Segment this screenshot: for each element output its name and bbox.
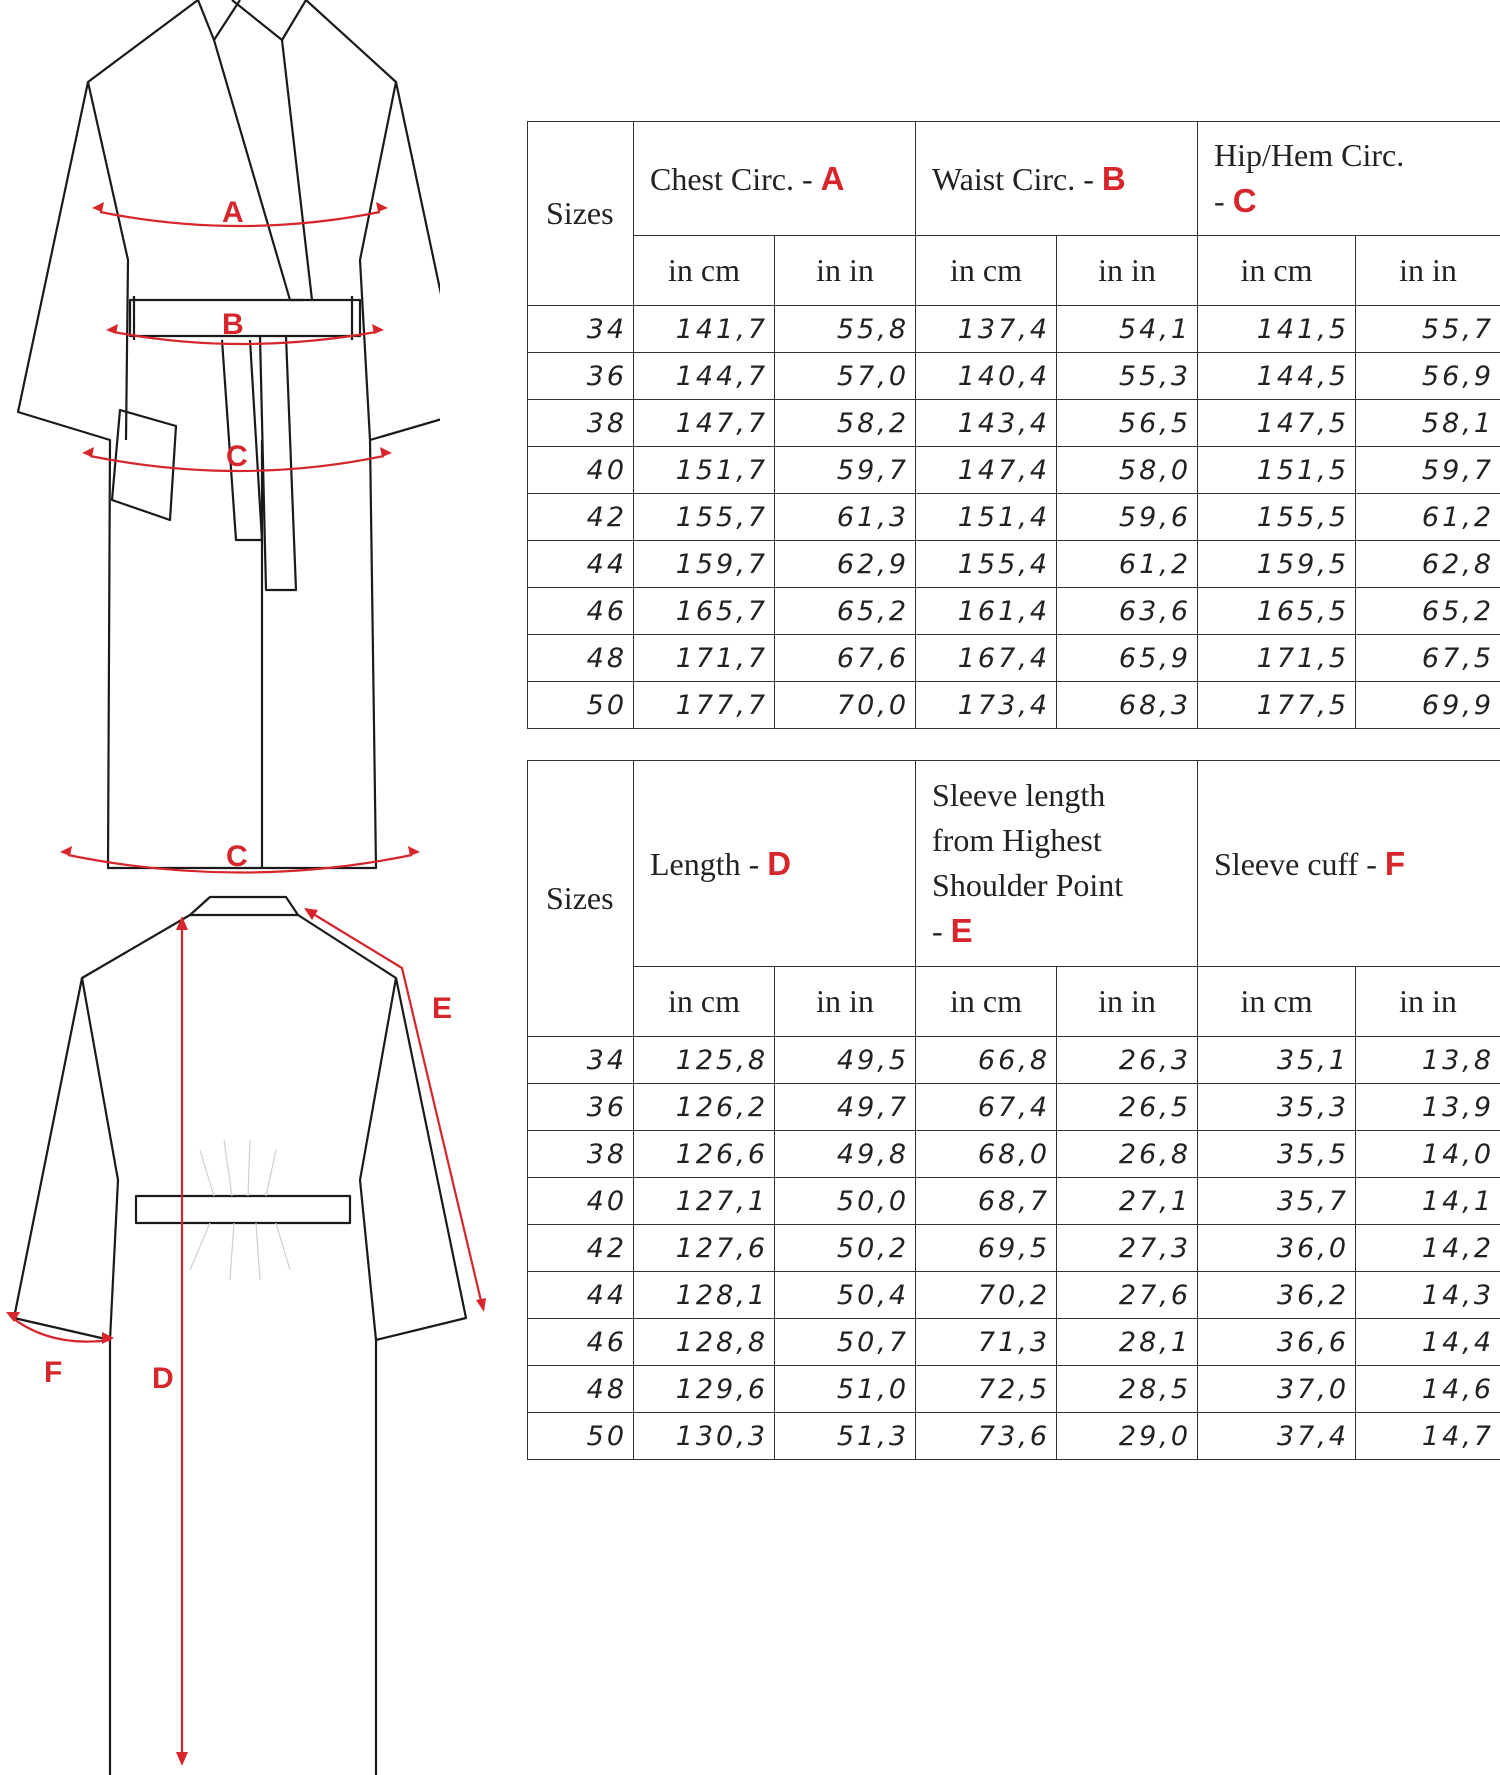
measurement-cell: 70,0 — [775, 682, 916, 729]
measurement-cell: 49,7 — [775, 1084, 916, 1131]
measurement-cell: 73,6 — [916, 1413, 1057, 1460]
measurement-cell: 127,1 — [634, 1178, 775, 1225]
measurement-cell: 143,4 — [916, 400, 1057, 447]
measurement-cell: 128,1 — [634, 1272, 775, 1319]
unit-header: in cm — [1198, 236, 1356, 306]
measurement-cell: 66,8 — [916, 1037, 1057, 1084]
table-row — [528, 1037, 1500, 1084]
measurement-cell: 36,0 — [1198, 1225, 1356, 1272]
measurement-cell: 28,5 — [1057, 1366, 1198, 1413]
robe-front-outline — [18, 0, 440, 868]
measurement-cell: 27,6 — [1057, 1272, 1198, 1319]
table-row — [528, 588, 1500, 635]
length-label: Length - — [650, 845, 768, 882]
table-row — [528, 447, 1500, 494]
robe-back-diagram — [0, 885, 500, 1775]
measurement-cell: 126,2 — [634, 1084, 775, 1131]
measurement-cell: 54,1 — [1057, 306, 1198, 353]
hip-hem-circ-label: Hip/Hem Circ. - — [1214, 137, 1405, 219]
sleeve-length-letter: E — [950, 912, 973, 949]
measurement-cell: 144,7 — [634, 353, 775, 400]
label-a-chest: A — [222, 196, 244, 229]
measurement-cell: 151,5 — [1198, 447, 1356, 494]
measurement-cell: 140,4 — [916, 353, 1057, 400]
unit-header: in cm — [916, 967, 1057, 1037]
measurement-cell: 27,1 — [1057, 1178, 1198, 1225]
hip-hem-circ-letter: C — [1232, 182, 1257, 219]
table-row — [528, 1272, 1500, 1319]
size-cell: 40 — [528, 1178, 634, 1225]
measurement-cell: 67,5 — [1356, 635, 1500, 682]
measurement-cell: 59,6 — [1057, 494, 1198, 541]
measurement-cell: 27,3 — [1057, 1225, 1198, 1272]
table-row — [528, 400, 1500, 447]
length-header — [634, 761, 916, 967]
measurement-cell: 177,5 — [1198, 682, 1356, 729]
measurement-cell: 69,5 — [916, 1225, 1057, 1272]
measurement-cell: 36,2 — [1198, 1272, 1356, 1319]
chest-circ-letter: A — [820, 159, 845, 197]
measurement-cell: 57,0 — [775, 353, 916, 400]
measurement-cell: 151,7 — [634, 447, 775, 494]
measurement-cell: 14,4 — [1356, 1319, 1500, 1366]
back-measure-arrows — [6, 908, 486, 1766]
waist-circ-label: Waist Circ. - — [932, 160, 1102, 197]
hip-hem-circ-header — [1198, 122, 1500, 236]
measurement-cell: 177,7 — [634, 682, 775, 729]
measurement-cell: 141,5 — [1198, 306, 1356, 353]
measurement-cell: 55,3 — [1057, 353, 1198, 400]
measurement-cell: 14,6 — [1356, 1366, 1500, 1413]
unit-header: in in — [775, 236, 916, 306]
measurement-cell: 58,1 — [1356, 400, 1500, 447]
measurement-cell: 147,5 — [1198, 400, 1356, 447]
measurement-cell: 35,5 — [1198, 1131, 1356, 1178]
measurement-cell: 55,7 — [1356, 306, 1500, 353]
size-cell: 38 — [528, 400, 634, 447]
chest-circ-header — [634, 122, 916, 236]
measurement-cell: 49,5 — [775, 1037, 916, 1084]
table-row — [528, 682, 1500, 729]
measurement-cell: 59,7 — [1356, 447, 1500, 494]
measurement-cell: 68,0 — [916, 1131, 1057, 1178]
measurement-cell: 126,6 — [634, 1131, 775, 1178]
unit-header: in cm — [1198, 967, 1356, 1037]
measurement-cell: 147,7 — [634, 400, 775, 447]
measurement-cell: 35,1 — [1198, 1037, 1356, 1084]
measurement-cell: 155,4 — [916, 541, 1057, 588]
measurement-cell: 147,4 — [916, 447, 1057, 494]
measurement-cell: 37,0 — [1198, 1366, 1356, 1413]
measurement-cell: 71,3 — [916, 1319, 1057, 1366]
label-d-length: D — [152, 1362, 174, 1395]
measurement-cell: 69,9 — [1356, 682, 1500, 729]
measurement-cell: 67,6 — [775, 635, 916, 682]
measurement-cell: 26,3 — [1057, 1037, 1198, 1084]
measurement-cell: 26,8 — [1057, 1131, 1198, 1178]
measurement-cell: 14,2 — [1356, 1225, 1500, 1272]
measurement-cell: 29,0 — [1057, 1413, 1198, 1460]
measurement-cell: 159,7 — [634, 541, 775, 588]
size-cell: 50 — [528, 682, 634, 729]
measurement-cell: 125,8 — [634, 1037, 775, 1084]
table-row — [528, 1319, 1500, 1366]
back-measure-lines — [10, 912, 482, 1760]
measurement-cell: 26,5 — [1057, 1084, 1198, 1131]
measurement-cell: 65,2 — [775, 588, 916, 635]
measurement-cell: 165,7 — [634, 588, 775, 635]
length-size-table — [527, 760, 1500, 1460]
sleeve-cuff-label: Sleeve cuff - — [1214, 845, 1385, 882]
size-cell: 46 — [528, 1319, 634, 1366]
measurement-cell: 51,3 — [775, 1413, 916, 1460]
measurement-cell: 137,4 — [916, 306, 1057, 353]
circumference-table-body — [528, 306, 1500, 729]
measurement-cell: 161,4 — [916, 588, 1057, 635]
table-row — [528, 1131, 1500, 1178]
size-cell: 44 — [528, 541, 634, 588]
label-c-hip: C — [226, 440, 248, 473]
size-cell: 34 — [528, 306, 634, 353]
table-row — [528, 1366, 1500, 1413]
table-row — [528, 1413, 1500, 1460]
size-cell: 36 — [528, 1084, 634, 1131]
length-letter: D — [767, 844, 792, 882]
measurement-cell: 128,8 — [634, 1319, 775, 1366]
unit-header: in cm — [916, 236, 1057, 306]
measurement-cell: 56,5 — [1057, 400, 1198, 447]
size-cell: 42 — [528, 494, 634, 541]
measurement-cell: 61,2 — [1356, 494, 1500, 541]
measurement-cell: 13,8 — [1356, 1037, 1500, 1084]
measurement-cell: 167,4 — [916, 635, 1057, 682]
back-gather-marks — [190, 1140, 290, 1280]
sleeve-length-label: Sleeve length from Highest Shoulder Point - — [932, 777, 1124, 949]
measurement-cell: 130,3 — [634, 1413, 775, 1460]
measurement-cell: 61,2 — [1057, 541, 1198, 588]
measurement-cell: 127,6 — [634, 1225, 775, 1272]
measurement-cell: 58,0 — [1057, 447, 1198, 494]
measurement-cell: 13,9 — [1356, 1084, 1500, 1131]
size-cell: 34 — [528, 1037, 634, 1084]
measurement-cell: 14,1 — [1356, 1178, 1500, 1225]
measurement-cell: 141,7 — [634, 306, 775, 353]
measurement-cell: 129,6 — [634, 1366, 775, 1413]
measurement-cell: 35,3 — [1198, 1084, 1356, 1131]
measurement-cell: 55,8 — [775, 306, 916, 353]
measurement-cell: 28,1 — [1057, 1319, 1198, 1366]
table-row — [528, 353, 1500, 400]
sleeve-cuff-letter: F — [1384, 844, 1406, 882]
measurement-cell: 68,7 — [916, 1178, 1057, 1225]
unit-header: in in — [1057, 236, 1198, 306]
robe-front-diagram — [0, 0, 440, 885]
length-table-body — [528, 1037, 1500, 1460]
measurement-cell: 171,5 — [1198, 635, 1356, 682]
measurement-cell: 144,5 — [1198, 353, 1356, 400]
measurement-cell: 72,5 — [916, 1366, 1057, 1413]
measurement-cell: 51,0 — [775, 1366, 916, 1413]
table-row — [528, 1225, 1500, 1272]
measurement-cell: 50,0 — [775, 1178, 916, 1225]
table-row — [528, 306, 1500, 353]
label-f-cuff: F — [44, 1356, 63, 1389]
measurement-cell: 50,7 — [775, 1319, 916, 1366]
measurement-cell: 37,4 — [1198, 1413, 1356, 1460]
sizes-header: Sizes — [528, 122, 634, 306]
label-b-waist: B — [222, 308, 244, 341]
measurement-cell: 62,8 — [1356, 541, 1500, 588]
table-row — [528, 541, 1500, 588]
table-row — [528, 635, 1500, 682]
unit-header: in in — [1356, 236, 1500, 306]
size-cell: 48 — [528, 635, 634, 682]
measurement-cell: 173,4 — [916, 682, 1057, 729]
size-cell: 46 — [528, 588, 634, 635]
measurement-cell: 155,5 — [1198, 494, 1356, 541]
chest-circ-label: Chest Circ. - — [650, 160, 821, 197]
measurement-cell: 50,4 — [775, 1272, 916, 1319]
measurement-cell: 155,7 — [634, 494, 775, 541]
measurement-cell: 59,7 — [775, 447, 916, 494]
size-cell: 44 — [528, 1272, 634, 1319]
unit-header: in in — [775, 967, 916, 1037]
measurement-cell: 171,7 — [634, 635, 775, 682]
measurement-cell: 62,9 — [775, 541, 916, 588]
measurement-cell: 36,6 — [1198, 1319, 1356, 1366]
measurement-cell: 14,7 — [1356, 1413, 1500, 1460]
measurement-cell: 65,2 — [1356, 588, 1500, 635]
measurement-cell: 165,5 — [1198, 588, 1356, 635]
measurement-cell: 58,2 — [775, 400, 916, 447]
size-cell: 36 — [528, 353, 634, 400]
measurement-cell: 14,3 — [1356, 1272, 1500, 1319]
sleeve-cuff-header — [1198, 761, 1500, 967]
measurement-cell: 63,6 — [1057, 588, 1198, 635]
table-row — [528, 494, 1500, 541]
sleeve-length-header — [916, 761, 1198, 967]
measurement-cell: 159,5 — [1198, 541, 1356, 588]
table-row — [528, 1084, 1500, 1131]
table-row — [528, 1178, 1500, 1225]
measurement-cell: 14,0 — [1356, 1131, 1500, 1178]
measurement-cell: 67,4 — [916, 1084, 1057, 1131]
size-cell: 48 — [528, 1366, 634, 1413]
measurement-cell: 65,9 — [1057, 635, 1198, 682]
unit-header: in cm — [634, 967, 775, 1037]
measurement-cell: 49,8 — [775, 1131, 916, 1178]
waist-circ-letter: B — [1101, 159, 1126, 197]
size-cell: 42 — [528, 1225, 634, 1272]
size-cell: 40 — [528, 447, 634, 494]
measurement-cell: 35,7 — [1198, 1178, 1356, 1225]
unit-header: in in — [1057, 967, 1198, 1037]
measurement-cell: 61,3 — [775, 494, 916, 541]
robe-back-outline — [14, 897, 466, 1775]
label-e-sleeve: E — [432, 992, 453, 1025]
measurement-cell: 68,3 — [1057, 682, 1198, 729]
waist-circ-header — [916, 122, 1198, 236]
label-c-hem: C — [226, 840, 248, 873]
unit-header: in cm — [634, 236, 775, 306]
measurement-cell: 50,2 — [775, 1225, 916, 1272]
sizes-header: Sizes — [528, 761, 634, 1037]
circumference-size-table — [527, 121, 1500, 729]
measurement-cell: 151,4 — [916, 494, 1057, 541]
measurement-cell: 56,9 — [1356, 353, 1500, 400]
size-cell: 38 — [528, 1131, 634, 1178]
measurement-cell: 70,2 — [916, 1272, 1057, 1319]
unit-header: in in — [1356, 967, 1500, 1037]
size-cell: 50 — [528, 1413, 634, 1460]
